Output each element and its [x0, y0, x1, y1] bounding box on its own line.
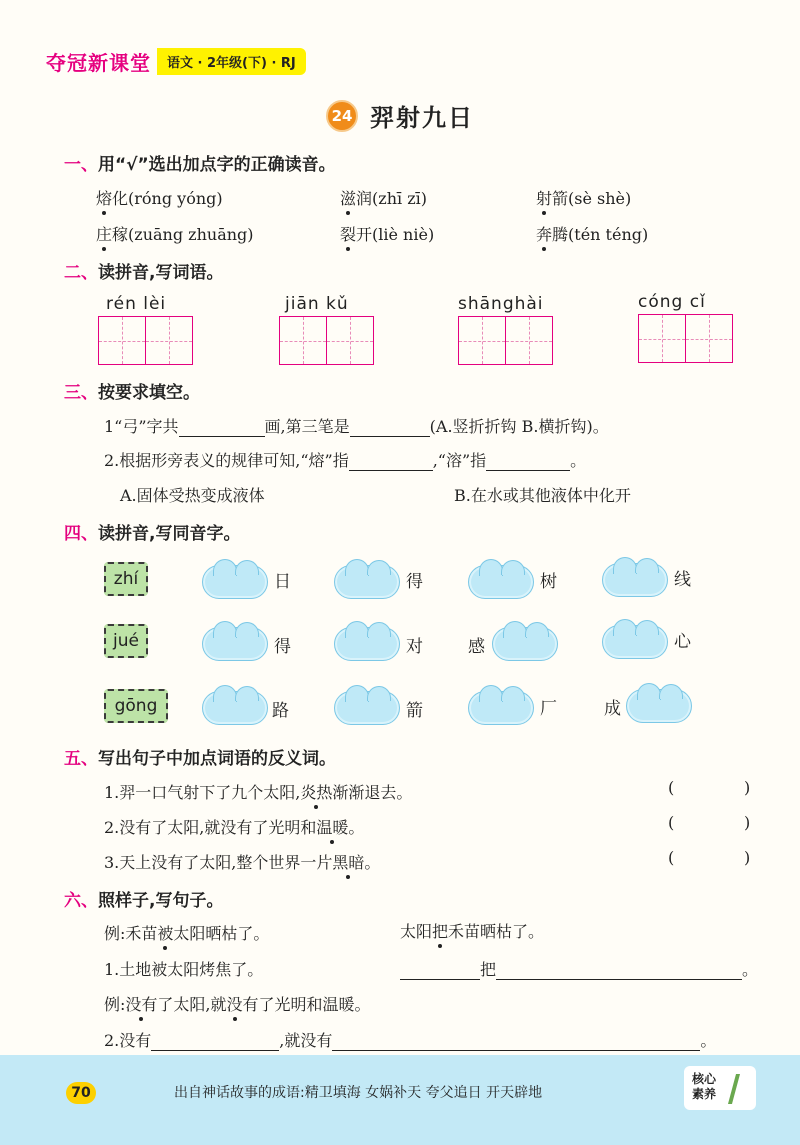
answer-cloud[interactable]: [468, 691, 534, 725]
section-2-heading: 二、读拼音,写词语。: [64, 263, 224, 283]
sec6-example-1: 例:禾苗被太阳晒枯了。: [104, 921, 269, 944]
char-suffix: 厂: [540, 699, 557, 719]
answer-cloud[interactable]: [626, 689, 692, 723]
answer-cloud[interactable]: [334, 627, 400, 661]
sec6-question-1: 1.土地被太阳烤焦了。: [104, 960, 264, 979]
pinyin-label: cóng cǐ: [638, 292, 706, 312]
sec1-item: 庄稼(zuāng zhuāng): [96, 222, 254, 245]
pinyin-word-block: [458, 294, 553, 365]
pinyin-word-block: [98, 294, 193, 365]
sec6-question-2: 2.没有 ,就没有 。: [104, 1031, 717, 1050]
pinyin-word-block: [638, 292, 733, 363]
writing-grid[interactable]: [458, 316, 553, 365]
char-suffix: 心: [674, 632, 691, 652]
answer-blank[interactable]: [332, 1033, 700, 1051]
answer-blank[interactable]: [151, 1033, 279, 1051]
answer-cloud[interactable]: [602, 625, 668, 659]
answer-cloud[interactable]: [202, 691, 268, 725]
answer-paren-left: (: [668, 813, 675, 832]
sec3-question-1: 1“弓”字共 画,第三笔是 (A.竖折折钩 B.横折钩)。: [104, 417, 609, 436]
sec5-sentence: 2.没有了太阳,就没有了光明和温暖。: [104, 815, 364, 838]
pinyin-tag: zhí: [104, 562, 148, 596]
writing-grid[interactable]: [98, 316, 193, 365]
footer-idioms: 出自神话故事的成语:精卫填海 女娲补天 夸父追日 开天辟地: [174, 1085, 543, 1101]
answer-paren-right: ): [744, 778, 751, 797]
answer-paren-right: ): [744, 848, 751, 867]
pinyin-tag: jué: [104, 624, 148, 658]
char-suffix: 路: [272, 701, 289, 721]
lesson-heading: [0, 98, 800, 133]
char-prefix: 成: [604, 699, 621, 719]
answer-cloud[interactable]: [334, 565, 400, 599]
answer-cloud[interactable]: [468, 565, 534, 599]
answer-blank[interactable]: [486, 453, 570, 471]
sec6-example-2: 例:没有了太阳,就没有了光明和温暖。: [104, 992, 371, 1015]
answer-paren-right: ): [744, 813, 751, 832]
answer-blank[interactable]: [400, 962, 480, 980]
pinyin-label: shānghài: [458, 294, 544, 314]
sec3-option-b: B.在水或其他液体中化开: [454, 486, 631, 505]
char-suffix: 树: [540, 572, 557, 592]
pinyin-tag: gōng: [104, 689, 168, 723]
sec1-item: 射箭(sè shè): [536, 186, 631, 209]
char-suffix: 日: [274, 572, 291, 592]
pinyin-label: jiān kǔ: [285, 294, 349, 314]
answer-paren-left: (: [668, 778, 675, 797]
section-4-heading: 四、读拼音,写同音字。: [64, 524, 241, 544]
answer-blank[interactable]: [179, 419, 265, 437]
answer-blank[interactable]: [349, 453, 433, 471]
sec1-item: 裂开(liè niè): [340, 222, 434, 245]
brand-logo: 夺冠新课堂: [46, 50, 151, 75]
answer-cloud[interactable]: [492, 627, 558, 661]
char-suffix: 得: [274, 637, 291, 657]
answer-blank[interactable]: [350, 419, 430, 437]
section-3-heading: 三、按要求填空。: [64, 383, 200, 403]
char-prefix: 感: [468, 637, 485, 657]
core-literacy-badge: 核心 素养: [684, 1066, 756, 1110]
writing-grid[interactable]: [638, 314, 733, 363]
sec1-item: 滋润(zhī zī): [340, 186, 427, 209]
pinyin-label: rén lèi: [106, 294, 167, 314]
sec3-question-2: 2.根据形旁表义的规律可知,“熔”指 ,“溶”指 。: [104, 451, 587, 470]
brand-header: [46, 42, 306, 80]
lesson-number-badge: 24: [326, 100, 358, 132]
sec1-item: 熔化(róng yóng): [96, 186, 223, 209]
char-suffix: 对: [406, 637, 423, 657]
section-5-heading: 五、写出句子中加点词语的反义词。: [64, 749, 336, 769]
sec5-sentence: 3.天上没有了太阳,整个世界一片黑暗。: [104, 850, 380, 873]
writing-grid[interactable]: [279, 316, 374, 365]
answer-paren-left: (: [668, 848, 675, 867]
char-suffix: 线: [674, 570, 691, 590]
brand-subtitle: 语文 · 2年级(下) · RJ: [157, 48, 306, 75]
section-1-heading: 一、用“√”选出加点字的正确读音。: [64, 155, 336, 175]
char-suffix: 箭: [406, 701, 423, 721]
char-suffix: 得: [406, 572, 423, 592]
answer-cloud[interactable]: [202, 565, 268, 599]
pinyin-word-block: [279, 294, 374, 365]
answer-cloud[interactable]: [334, 691, 400, 725]
sec6-question-1-answer: 把 。: [400, 957, 758, 980]
sec1-item: 奔腾(tén téng): [536, 222, 648, 245]
section-6-heading: 六、照样子,写句子。: [64, 891, 224, 911]
sec3-option-a: A.固体受热变成液体: [120, 486, 265, 505]
page-number: 70: [66, 1082, 96, 1104]
lesson-title: 羿射九日: [370, 104, 474, 132]
answer-cloud[interactable]: [202, 627, 268, 661]
sec6-example-1-answer: 太阳把禾苗晒枯了。: [400, 919, 544, 942]
answer-cloud[interactable]: [602, 563, 668, 597]
sec5-sentence: 1.羿一口气射下了九个太阳,炎热渐渐退去。: [104, 780, 412, 803]
answer-blank[interactable]: [496, 962, 742, 980]
